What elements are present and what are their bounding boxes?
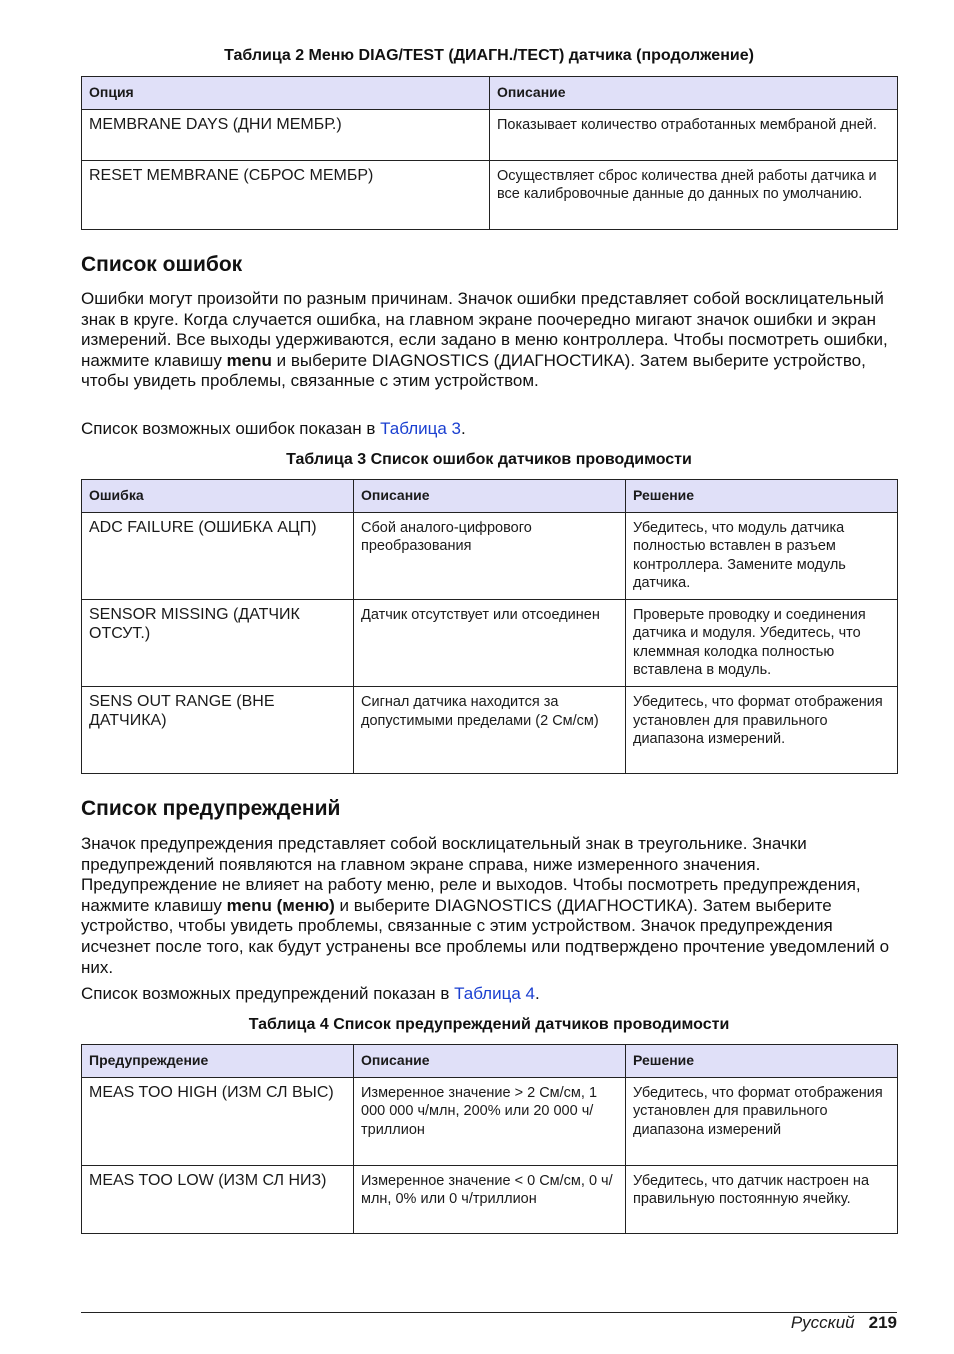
table-cell: Сигнал датчика находится за допустимыми пределами (2 См/см) [354,687,626,774]
warnings-table-ref: Список возможных предупреждений показан в Таблица 4. [81,984,540,1003]
table-cell: Измеренное значение > 2 См/см, 1 000 000 ч/млн, 200% или 20 000 ч/триллион [354,1078,626,1166]
table-row [82,600,898,687]
table3-link[interactable]: Таблица 3 [380,419,461,438]
table-cell: Убедитесь, что формат отображения установлен для правильного диапазона измерений [626,1078,898,1166]
table-row [82,161,898,230]
table-row [82,687,898,774]
table-cell: Убедитесь, что формат отображения установлен для правильного диапазона измерений. [626,687,898,774]
table-cell: RESET MEMBRANE (СБРОС МЕМБР) [82,161,490,230]
table4 [81,1044,898,1234]
table4-caption: Таблица 4 Список предупреждений датчиков проводимости [248,1016,730,1033]
column-header: Опция [82,77,490,110]
errors-heading: Список ошибок [81,253,243,276]
table-cell: SENSOR MISSING (ДАТЧИК ОТСУТ.) [82,600,354,687]
warnings-heading: Список предупреждений [81,797,341,820]
column-header: Ошибка [82,480,354,513]
column-header: Описание [490,77,898,110]
table-cell: MEAS TOO LOW (ИЗМ СЛ НИЗ) [82,1166,354,1234]
table-cell: Убедитесь, что модуль датчика полностью вставлен в разъем контроллера. Замените модуль датчика. [626,513,898,600]
table-cell: Осуществляет сброс количества дней работы датчика и все калибровочные данные до данных по умолчанию. [490,161,898,230]
table-cell: SENS OUT RANGE (ВНЕ ДАТЧИКА) [82,687,354,774]
table-header-row [82,1045,898,1078]
footer-language: Русский [790,1313,855,1332]
table-cell: ADC FAILURE (ОШИБКА АЦП) [82,513,354,600]
table3-caption: Таблица 3 Список ошибок датчиков проводимости [286,451,692,468]
page-footer [791,1313,897,1333]
table-cell: Измеренное значение < 0 См/см, 0 ч/млн, 0% или 0 ч/триллион [354,1166,626,1234]
table-cell: Проверьте проводку и соединения датчика и модуля. Убедитесь, что клеммная колодка полностью вставлена в модуль. [626,600,898,687]
table-cell: MEAS TOO HIGH (ИЗМ СЛ ВЫС) [82,1078,354,1166]
column-header: Решение [626,1045,898,1078]
table-header-row [82,480,898,513]
table3 [81,479,898,774]
column-header: Предупреждение [82,1045,354,1078]
menu-key: menu [226,350,272,370]
menu-key: menu (меню) [226,895,335,915]
errors-table-ref: Список возможных ошибок показан в Таблица 3. [81,419,466,438]
table-cell: Убедитесь, что датчик настроен на правильную постоянную ячейку. [626,1166,898,1234]
column-header: Описание [354,1045,626,1078]
table-row [82,1166,898,1234]
column-header: Решение [626,480,898,513]
table-cell: MEMBRANE DAYS (ДНИ МЕМБР.) [82,110,490,161]
column-header: Описание [354,480,626,513]
errors-paragraph: Ошибки могут произойти по разным причинам. Значок ошибки представляет собой восклицательный знак в круге. Когда случается ошибка, на главном экране поочередно мигают значок ошибки и экран измерений. Все выходы удерживаются, если задано в меню контроллера. Чтобы посмотреть ошибки, нажмите клавишу menu и выберите DIAGNOSTICS (ДИАГНОСТИКА). Затем выберите устройство, чтобы увидеть проблемы, связанные с этим устройством. [81,289,888,391]
table-cell: Сбой аналого-цифрового преобразования [354,513,626,600]
table-cell: Датчик отсутствует или отсоединен [354,600,626,687]
table4-link[interactable]: Таблица 4 [454,984,535,1003]
table2 [81,76,898,230]
table-row [82,513,898,600]
table-row [82,1078,898,1166]
table-cell: Показывает количество отработанных мембраной дней. [490,110,898,161]
footer-divider [81,1312,897,1313]
table-header-row [82,77,898,110]
table2-caption: Таблица 2 Меню DIAG/TEST (ДИАГН./ТЕСТ) датчика (продолжение) [224,47,754,64]
warnings-paragraph: Значок предупреждения представляет собой восклицательный знак в треугольнике. Значки предупреждений появляются на главном экране справа, ниже измеренного значения. Предупреждение не влияет на работу меню, реле и выходов. Чтобы посмотреть предупреждения, нажмите клавишу menu (меню) и выберите DIAGNOSTICS (ДИАГНОСТИКА). Затем выберите устройство, чтобы увидеть проблемы, связанные с этим устройством. Значок предупреждения исчезнет после того, как будут устранены все проблемы или подтверждено прочтение уведомлений о них. [81,834,890,977]
table-row [82,110,898,161]
page-number: 219 [868,1313,897,1332]
